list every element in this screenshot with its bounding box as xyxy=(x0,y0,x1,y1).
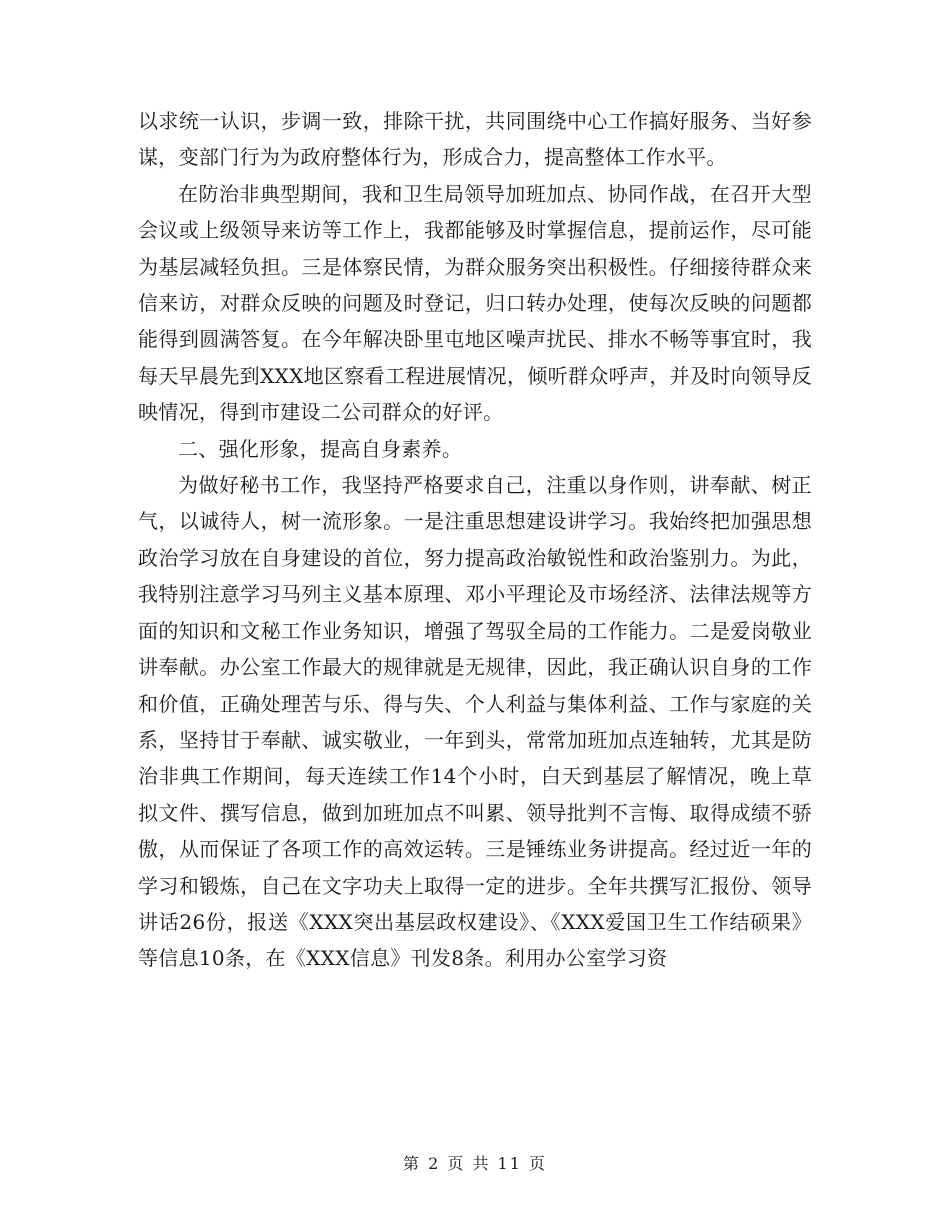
paragraph-1: 以求统一认识，步调一致，排除干扰，共同围绕中心工作搞好服务、当好参谋，变部门行为为政府整体行为，形成合力，提高整体工作水平。 xyxy=(138,109,812,170)
document-body xyxy=(138,103,812,977)
page-number-footer: 第 2 页 共 11 页 xyxy=(403,1154,547,1173)
paragraph-2: 在防治非典型期间，我和卫生局领导加班加点、协同作战，在召开大型会议或上级领导来访等工作上，我都能够及时掌握信息，提前运作，尽可能为基层减轻负担。三是体察民情，为群众服务突出积极性。仔细接待群众来信来访，对群众反映的问题及时登记，归口转办处理，使每次反映的问题都能得到圆满答复。在今年解决卧里屯地区噪声扰民、排水不畅等事宜时，我每天早晨先到XXX地区察看工程进展情况，倾听群众呼声，并及时向领导反映情况，得到市建设二公司群众的好评。 xyxy=(138,181,812,425)
section-heading: 二、强化形象，提高自身素养。 xyxy=(178,436,463,461)
paragraph-3: 为做好秘书工作，我坚持严格要求自己，注重以身作则，讲奉献、树正气，以诚待人，树一流形象。一是注重思想建设讲学习。我始终把加强思想政治学习放在自身建设的首位，努力提高政治敏锐性和政治鉴别力。为此，我特别注意学习马列主义基本原理、邓小平理论及市场经济、法律法规等方面的知识和文秘工作业务知识，增强了驾驭全局的工作能力。二是爱岗敬业讲奉献。办公室工作最大的规律就是无规律，因此，我正确认识自身的工作和价值，正确处理苦与乐、得与失、个人利益与集体利益、工作与家庭的关系，坚持甘于奉献、诚实敬业，一年到头，常常加班加点连轴转，尤其是防治非典工作期间，每天连续工作14个小时，白天到基层了解情况，晚上草拟文件、撰写信息，做到加班加点不叫累、领导批判不言悔、取得成绩不骄傲，从而保证了各项工作的高效运转。三是锤练业务讲提高。经过近一年的学习和锻炼，自己在文字功夫上取得一定的进步。全年共撰写汇报份、领导讲话26份，报送《XXX突出基层政权建设》、《XXX爱国卫生工作结硕果》等信息10条，在《XXX信息》刊发8条。利用办公室学习资 xyxy=(138,473,812,971)
